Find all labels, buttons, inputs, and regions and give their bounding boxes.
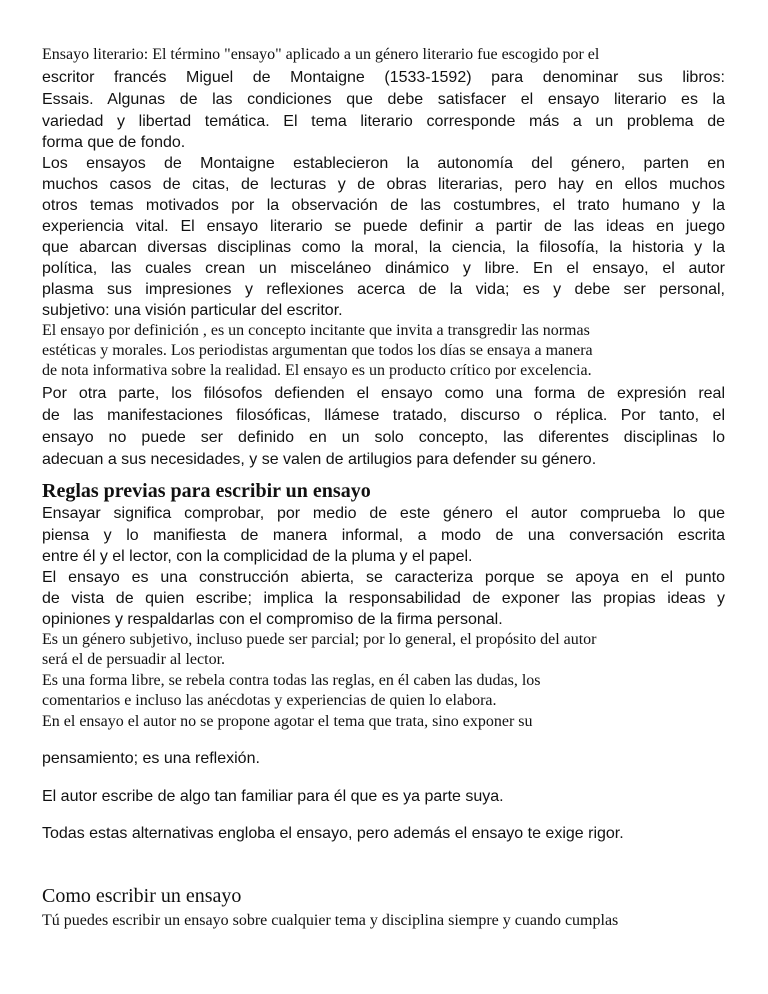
paragraph-line: Ensayar significa comprobar, por medio de este género el autor comprueba lo que <box>42 505 725 522</box>
paragraph-line: muchos casos de citas, de lecturas y de obras literarias, pero hay en ellos muchos <box>42 176 725 193</box>
paragraph-line: variedad y libertad temática. El tema literario corresponde más a un problema de <box>42 113 725 130</box>
section-heading: Reglas previas para escribir un ensayo <box>42 480 371 502</box>
paragraph-line: subjetivo: una visión particular del escritor. <box>42 302 343 319</box>
paragraph-line: plasma sus impresiones y reflexiones acerca de la vida; es y debe ser personal, <box>42 281 725 298</box>
paragraph-line: El autor escribe de algo tan familiar para él que es ya parte suya. <box>42 788 504 805</box>
paragraph-line: Essais. Algunas de las condiciones que debe satisfacer el ensayo literario es la <box>42 91 725 108</box>
paragraph-line: experiencia vital. El ensayo literario se puede definir a partir de las ideas en juego <box>42 218 725 235</box>
paragraph-line: Por otra parte, los filósofos defienden el ensayo como una forma de expresión real <box>42 385 725 402</box>
paragraph-line: comentarios e incluso las anécdotas y experiencias de quien lo elabora. <box>42 692 497 709</box>
paragraph-line: Es una forma libre, se rebela contra todas las reglas, en él caben las dudas, los <box>42 672 541 689</box>
paragraph-line: será el de persuadir al lector. <box>42 651 226 668</box>
paragraph-line: El ensayo es una construcción abierta, se caracteriza porque se apoya en el punto <box>42 569 725 586</box>
paragraph-line: de nota informativa sobre la realidad. El ensayo es un producto crítico por excelencia. <box>42 362 592 379</box>
paragraph-line: entre él y el lector, con la complicidad de la pluma y el papel. <box>42 548 473 565</box>
paragraph-line: estéticas y morales. Los periodistas argumentan que todos los días se ensaya a manera <box>42 342 593 359</box>
paragraph-line: pensamiento; es una reflexión. <box>42 750 260 767</box>
paragraph-line: Todas estas alternativas engloba el ensayo, pero además el ensayo te exige rigor. <box>42 825 624 842</box>
paragraph-line: adecuan a sus necesidades, y se valen de artilugios para defender su género. <box>42 451 597 468</box>
paragraph-line: Tú puedes escribir un ensayo sobre cualquier tema y disciplina siempre y cuando cumplas <box>42 912 619 929</box>
paragraph-line: política, las cuales crean un misceláneo dinámico y libre. En el ensayo, el autor <box>42 260 725 277</box>
paragraph-line: ensayo no puede ser definido en un solo concepto, las diferentes disciplinas lo <box>42 429 725 446</box>
paragraph-line: de las manifestaciones filosóficas, llámese tratado, discurso o réplica. Por tanto, el <box>42 407 725 424</box>
paragraph-line: escritor francés Miguel de Montaigne (1533-1592) para denominar sus libros: <box>42 69 725 86</box>
paragraph-line: En el ensayo el autor no se propone agotar el tema que trata, sino exponer su <box>42 713 533 730</box>
intro-line: Ensayo literario: El término "ensayo" aplicado a un género literario fue escogido por el <box>42 46 600 63</box>
paragraph-line: Los ensayos de Montaigne establecieron la autonomía del género, parten en <box>42 155 725 172</box>
paragraph-line: El ensayo por definición , es un concepto incitante que invita a transgredir las normas <box>42 322 590 339</box>
paragraph-line: otros temas motivados por la observación de las costumbres, el trato humano y la <box>42 197 725 214</box>
paragraph-line: de vista de quien escribe; implica la responsabilidad de exponer las propias ideas y <box>42 590 725 607</box>
paragraph-line: opiniones y respaldarlas con el compromiso de la firma personal. <box>42 611 503 628</box>
paragraph-line: forma que de fondo. <box>42 134 186 151</box>
paragraph-line: piensa y lo manifiesta de manera informal, a modo de una conversación escrita <box>42 527 725 544</box>
paragraph-line: que abarcan diversas disciplinas como la moral, la ciencia, la filosofía, la historia y la <box>42 239 725 256</box>
section-heading: Como escribir un ensayo <box>42 885 242 907</box>
paragraph-line: Es un género subjetivo, incluso puede ser parcial; por lo general, el propósito del autor <box>42 631 597 648</box>
